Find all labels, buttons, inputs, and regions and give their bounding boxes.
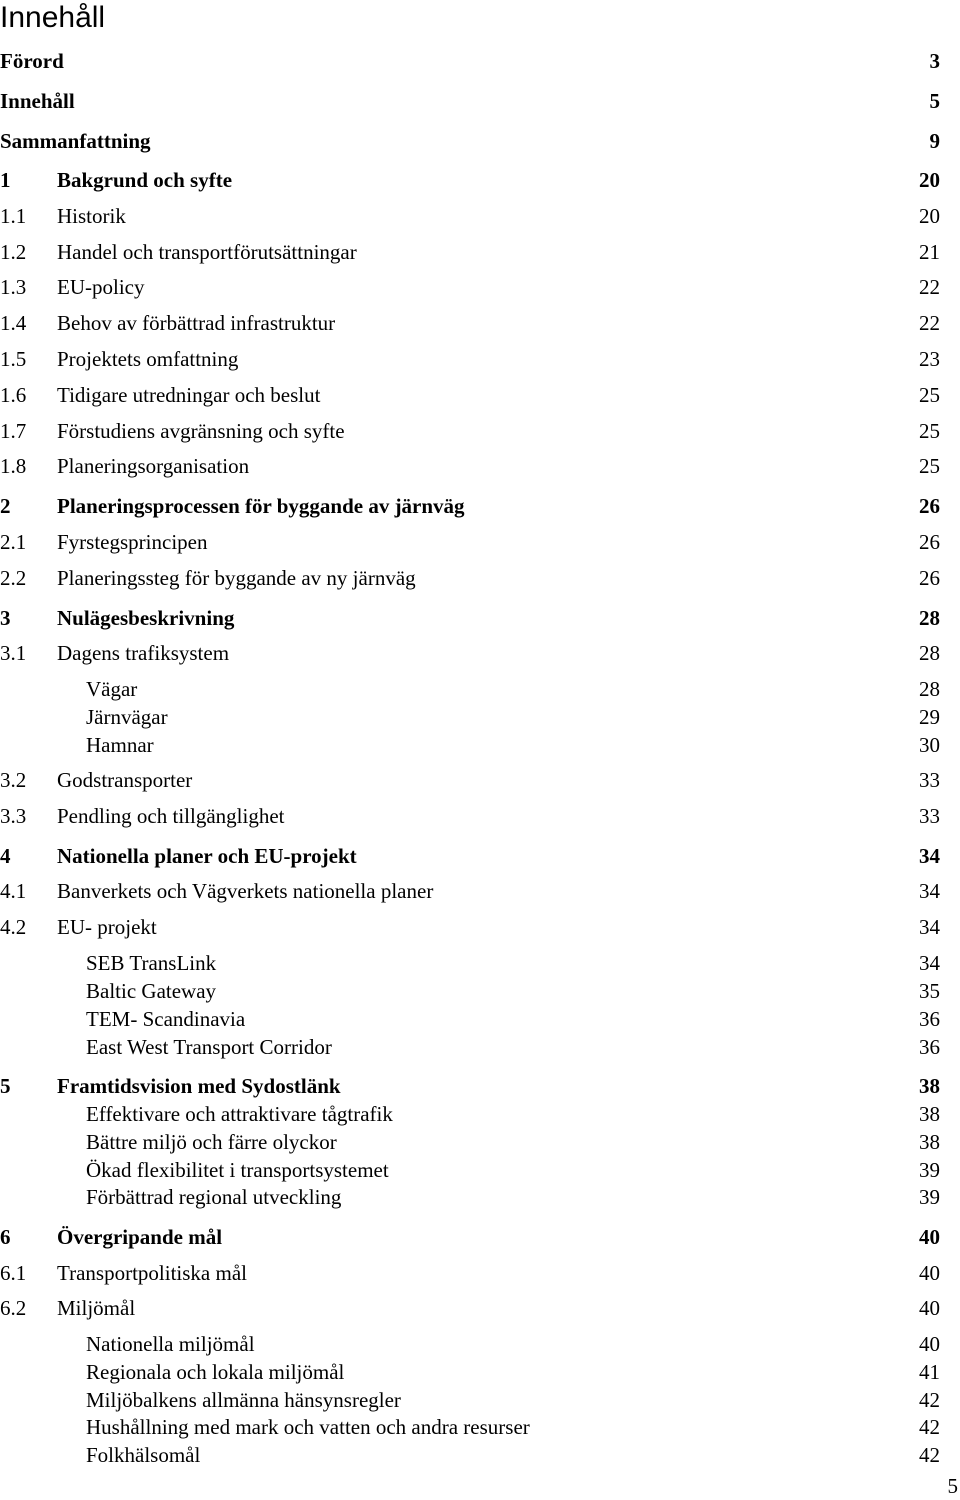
toc-entry-page: 25 (919, 454, 940, 478)
toc-entry-title: Godstransporter (57, 768, 193, 792)
toc-entry[interactable] (0, 127, 940, 155)
toc-entry-page: 29 (919, 705, 940, 729)
toc-entry-title: Ökad flexibilitet i transportsystemet (86, 1158, 389, 1182)
toc-entry-page: 40 (919, 1332, 940, 1356)
toc-entry-number: 2 (0, 494, 11, 518)
toc-entry[interactable] (0, 703, 940, 731)
toc-entry-number: 5 (0, 1074, 11, 1098)
toc-entry-title: SEB TransLink (86, 951, 217, 975)
toc-entry-page: 28 (919, 606, 940, 630)
toc-entry-page: 25 (919, 419, 940, 443)
toc-entry-title: Hushållning med mark och vatten och andra resurser (86, 1415, 530, 1439)
toc-entry-page: 25 (919, 383, 940, 407)
toc-entry[interactable] (0, 675, 940, 703)
toc-entry[interactable] (0, 1259, 940, 1287)
toc-entry[interactable] (0, 1413, 940, 1441)
toc-entry-page: 30 (919, 733, 940, 757)
toc-entry[interactable] (0, 417, 940, 445)
toc-entry-page: 42 (919, 1415, 940, 1439)
toc-entry-title: Baltic Gateway (86, 979, 217, 1003)
toc-entry-page: 40 (919, 1296, 940, 1320)
toc-entry-title: Sammanfattning (0, 129, 151, 153)
toc-entry-page: 22 (919, 275, 940, 299)
toc-entry[interactable] (0, 1330, 940, 1358)
toc-entry[interactable] (0, 1072, 940, 1100)
toc-entry[interactable] (0, 1005, 940, 1033)
toc-entry-page: 34 (919, 951, 940, 975)
toc-entry-page: 28 (919, 677, 940, 701)
toc-entry[interactable] (0, 1386, 940, 1414)
toc-entry[interactable] (0, 528, 940, 556)
toc-entry-page: 23 (919, 347, 940, 371)
toc-entry[interactable] (0, 202, 940, 230)
toc-entry[interactable] (0, 492, 940, 520)
toc-entry[interactable] (0, 1294, 940, 1322)
toc-entry[interactable] (0, 604, 940, 632)
toc-entry-number: 6 (0, 1225, 11, 1249)
toc-entry-title: Planeringsorganisation (57, 454, 250, 478)
toc-entry-title: Planeringssteg för byggande av ny järnväg (57, 566, 416, 590)
toc-entry-page: 38 (919, 1102, 940, 1126)
toc-entry-page: 26 (919, 566, 940, 590)
toc-entry-title: Nationella miljömål (86, 1332, 255, 1356)
toc-entry-page: 33 (919, 804, 940, 828)
toc-entry[interactable] (0, 273, 940, 301)
toc-entry-title: Vägar (86, 677, 138, 701)
toc-entry-title: Planeringsprocessen för byggande av järnväg (57, 494, 465, 518)
toc-entry[interactable] (0, 913, 940, 941)
toc-entry-page: 39 (919, 1158, 940, 1182)
toc-entry-title: Nulägesbeskrivning (57, 606, 235, 630)
toc-entry-title: Nationella planer och EU-projekt (57, 844, 357, 868)
toc-entry-title: TEM- Scandinavia (86, 1007, 246, 1031)
toc-entry-page: 40 (919, 1261, 940, 1285)
toc-heading: Innehåll (0, 1, 106, 34)
toc-entry-number: 3.2 (0, 768, 27, 792)
page-number: 5 (947, 1474, 958, 1498)
toc-entry[interactable] (0, 802, 940, 830)
toc-entry[interactable] (0, 47, 940, 75)
toc-entry[interactable] (0, 564, 940, 592)
toc-entry-number: 2.1 (0, 530, 27, 554)
toc-entry-number: 2.2 (0, 566, 27, 590)
toc-entry-title: East West Transport Corridor (86, 1035, 332, 1059)
toc-entry-page: 3 (929, 49, 940, 73)
toc-entry-title: Historik (57, 204, 126, 228)
toc-entry-title: Dagens trafiksystem (57, 641, 230, 665)
toc-entry-title: Bakgrund och syfte (57, 168, 233, 192)
toc-entry-number: 1.8 (0, 454, 27, 478)
toc-entry-page: 42 (919, 1443, 940, 1467)
toc-entry-title: Bättre miljö och färre olyckor (86, 1130, 337, 1154)
toc-entry[interactable] (0, 166, 940, 194)
toc-entry-page: 42 (919, 1388, 940, 1412)
toc-entry-title: Övergripande mål (57, 1225, 223, 1249)
toc-entry[interactable] (0, 877, 940, 905)
toc-entry[interactable] (0, 1128, 940, 1156)
toc-entry-number: 1.2 (0, 240, 27, 264)
toc-entry-title: Innehåll (0, 89, 75, 113)
toc-entry[interactable] (0, 1441, 940, 1469)
toc-entry[interactable] (0, 87, 940, 115)
toc-entry-title: Förord (0, 49, 64, 73)
toc-entry[interactable] (0, 1358, 940, 1386)
toc-entry-title: Projektets omfattning (57, 347, 239, 371)
toc-entry-page: 33 (919, 768, 940, 792)
toc-entry-title: EU- projekt (57, 915, 157, 939)
toc-entry-number: 1 (0, 168, 11, 192)
toc-entry[interactable] (0, 381, 940, 409)
toc-entry-page: 21 (919, 240, 940, 264)
toc-entry-title: Transportpolitiska mål (57, 1261, 247, 1285)
toc-entry-page: 34 (919, 879, 940, 903)
toc-entry-page: 38 (919, 1130, 940, 1154)
toc-entry-number: 4.1 (0, 879, 27, 903)
toc-entry-page: 38 (919, 1074, 940, 1098)
toc-entry-title: Folkhälsomål (86, 1443, 201, 1467)
toc-entry-title: Järnvägar (86, 705, 168, 729)
toc-entry-page: 26 (919, 530, 940, 554)
toc-entry-title: Förstudiens avgränsning och syfte (57, 419, 345, 443)
toc-entry[interactable] (0, 1223, 940, 1251)
toc-entry[interactable] (0, 452, 940, 480)
toc-entry-page: 5 (929, 89, 940, 113)
toc-entry[interactable] (0, 731, 940, 759)
toc-entry-page: 20 (919, 204, 940, 228)
toc-entry[interactable] (0, 1033, 940, 1061)
toc-entry-number: 1.7 (0, 419, 27, 443)
toc-entry-page: 26 (919, 494, 940, 518)
toc-entry-title: Pendling och tillgänglighet (57, 804, 285, 828)
toc-entry[interactable] (0, 238, 940, 266)
toc-entry-number: 1.5 (0, 347, 27, 371)
toc-entry[interactable] (0, 345, 940, 373)
toc-entry-page: 20 (919, 168, 940, 192)
toc-entry-page: 22 (919, 311, 940, 335)
toc-entry-number: 6.2 (0, 1296, 27, 1320)
toc-entry-page: 39 (919, 1185, 940, 1209)
toc-entry-title: Regionala och lokala miljömål (86, 1360, 345, 1384)
toc-entry-number: 1.3 (0, 275, 27, 299)
toc-entry-page: 36 (919, 1035, 940, 1059)
toc-entry[interactable] (0, 309, 940, 337)
toc-entry-page: 34 (919, 844, 940, 868)
toc-entry-number: 4.2 (0, 915, 27, 939)
toc-entry[interactable] (0, 1100, 940, 1128)
toc-entry-page: 35 (919, 979, 940, 1003)
toc-entry-number: 1.6 (0, 383, 27, 407)
toc-entry-title: EU-policy (57, 275, 145, 299)
toc-entry-number: 3.1 (0, 641, 27, 665)
toc-entry-number: 3.3 (0, 804, 27, 828)
toc-entry-page: 41 (919, 1360, 940, 1384)
toc-entry-page: 40 (919, 1225, 940, 1249)
toc-entry-title: Framtidsvision med Sydostlänk (57, 1074, 341, 1098)
toc-entry-title: Miljöbalkens allmänna hänsynsregler (86, 1388, 401, 1412)
toc-entry[interactable] (0, 639, 940, 667)
toc-entry-number: 1.4 (0, 311, 27, 335)
toc-entry[interactable] (0, 1183, 940, 1211)
toc-entry-title: Miljömål (57, 1296, 136, 1320)
toc-entry-number: 1.1 (0, 204, 27, 228)
toc-entry[interactable] (0, 842, 940, 870)
toc-entry-title: Effektivare och attraktivare tågtrafik (86, 1102, 393, 1126)
toc-entry-number: 4 (0, 844, 11, 868)
toc-entry[interactable] (0, 1156, 940, 1184)
toc-entry[interactable] (0, 766, 940, 794)
toc-entry-page: 34 (919, 915, 940, 939)
toc-entry-page: 36 (919, 1007, 940, 1031)
toc-entry-number: 3 (0, 606, 11, 630)
toc-entry-title: Tidigare utredningar och beslut (57, 383, 321, 407)
toc-entry[interactable] (0, 977, 940, 1005)
toc-entry-page: 9 (929, 129, 940, 153)
toc-entry-title: Handel och transportförutsättningar (57, 240, 357, 264)
toc-entry[interactable] (0, 949, 940, 977)
toc-entry-number: 6.1 (0, 1261, 27, 1285)
toc-entry-title: Banverkets och Vägverkets nationella planer (57, 879, 434, 903)
toc-entry-title: Förbättrad regional utveckling (86, 1185, 342, 1209)
toc-entry-title: Behov av förbättrad infrastruktur (57, 311, 336, 335)
toc-entry-page: 28 (919, 641, 940, 665)
toc-entry-title: Hamnar (86, 733, 154, 757)
toc-entry-title: Fyrstegsprincipen (57, 530, 208, 554)
